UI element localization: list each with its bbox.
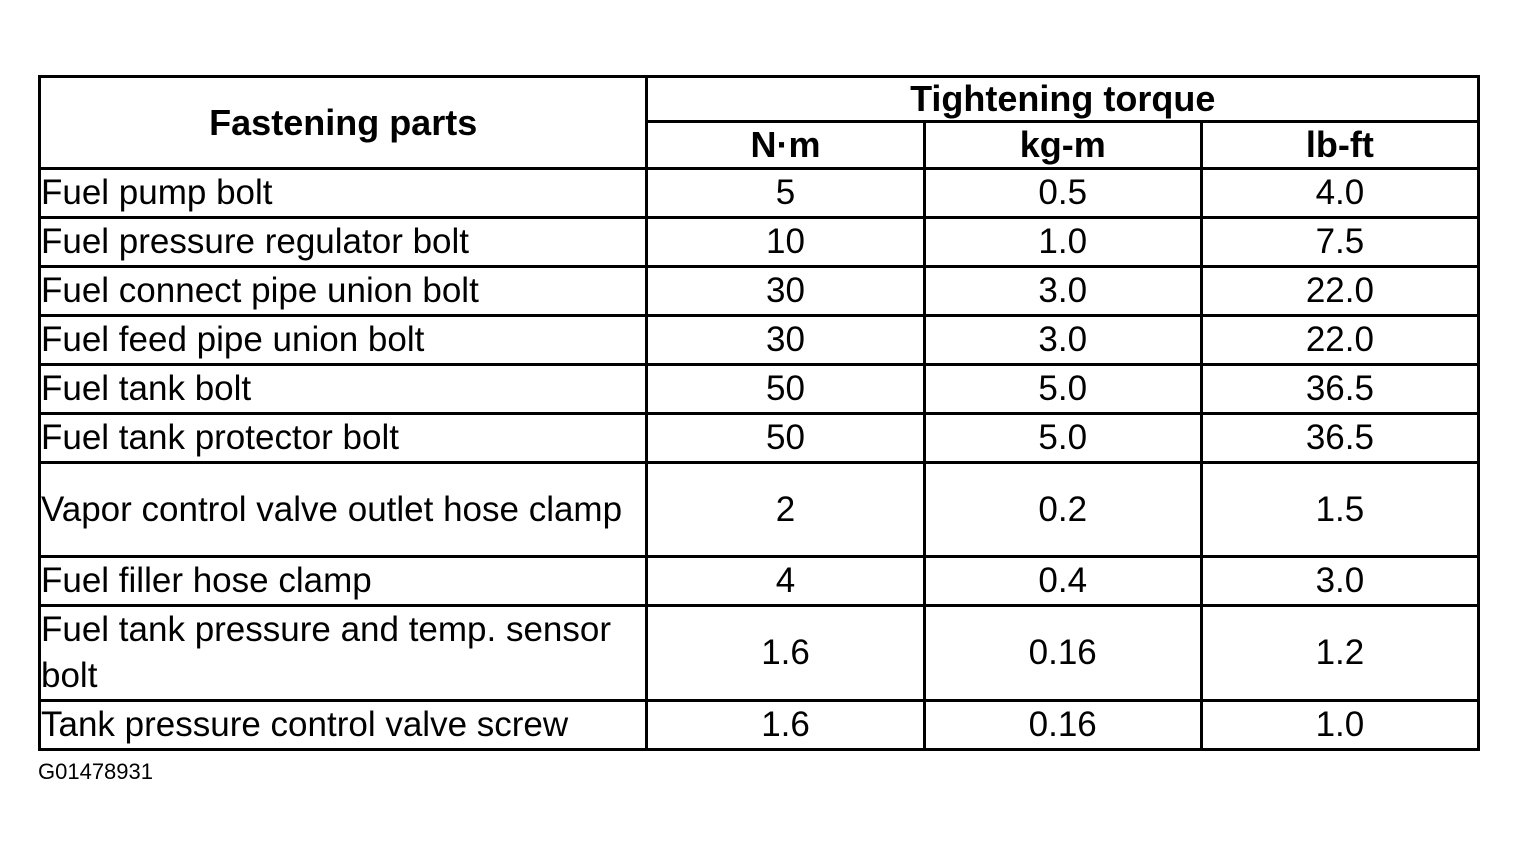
- header-unit-lbft: lb-ft: [1201, 122, 1478, 169]
- table-row: [40, 169, 1479, 218]
- table-row: [40, 267, 1479, 316]
- torque-kgm: 3.0: [924, 316, 1201, 365]
- torque-nm: 1.6: [647, 701, 924, 750]
- torque-lbft: 1.0: [1201, 701, 1478, 750]
- part-name: Fuel tank pressure and temp. sensor bolt: [40, 606, 647, 701]
- torque-kgm: 0.5: [924, 169, 1201, 218]
- table-row: [40, 701, 1479, 750]
- header-unit-kgm: kg-m: [924, 122, 1201, 169]
- torque-nm: 1.6: [647, 606, 924, 701]
- table-row: [40, 606, 1479, 701]
- part-name: Vapor control valve outlet hose clamp: [40, 463, 647, 557]
- torque-kgm: 5.0: [924, 365, 1201, 414]
- torque-kgm: 1.0: [924, 218, 1201, 267]
- torque-kgm: 0.16: [924, 606, 1201, 701]
- torque-lbft: 1.2: [1201, 606, 1478, 701]
- header-unit-nm: N·m: [647, 122, 924, 169]
- torque-kgm: 0.16: [924, 701, 1201, 750]
- torque-kgm: 5.0: [924, 414, 1201, 463]
- torque-lbft: 3.0: [1201, 557, 1478, 606]
- torque-kgm: 0.4: [924, 557, 1201, 606]
- torque-lbft: 36.5: [1201, 365, 1478, 414]
- torque-nm: 50: [647, 414, 924, 463]
- torque-lbft: 22.0: [1201, 316, 1478, 365]
- part-name: Tank pressure control valve screw: [40, 701, 647, 750]
- torque-nm: 50: [647, 365, 924, 414]
- torque-nm: 2: [647, 463, 924, 557]
- table-row: [40, 365, 1479, 414]
- torque-kgm: 0.2: [924, 463, 1201, 557]
- torque-nm: 10: [647, 218, 924, 267]
- torque-lbft: 4.0: [1201, 169, 1478, 218]
- figure-reference-code: G01478931: [38, 759, 153, 784]
- torque-kgm: 3.0: [924, 267, 1201, 316]
- torque-nm: 30: [647, 316, 924, 365]
- table-row: [40, 557, 1479, 606]
- part-name: Fuel filler hose clamp: [40, 557, 647, 606]
- torque-nm: 4: [647, 557, 924, 606]
- table-row: [40, 414, 1479, 463]
- table-row: [40, 463, 1479, 557]
- torque-nm: 30: [647, 267, 924, 316]
- part-name: Fuel pressure regulator bolt: [40, 218, 647, 267]
- torque-nm: 5: [647, 169, 924, 218]
- table-row: [40, 316, 1479, 365]
- part-name: Fuel feed pipe union bolt: [40, 316, 647, 365]
- part-name: Fuel tank protector bolt: [40, 414, 647, 463]
- torque-lbft: 22.0: [1201, 267, 1478, 316]
- part-name: Fuel connect pipe union bolt: [40, 267, 647, 316]
- torque-lbft: 7.5: [1201, 218, 1478, 267]
- part-name: Fuel tank bolt: [40, 365, 647, 414]
- torque-spec-table: [38, 75, 1480, 751]
- header-fastening-parts: Fastening parts: [40, 77, 647, 169]
- table-row: [40, 218, 1479, 267]
- torque-lbft: 1.5: [1201, 463, 1478, 557]
- torque-lbft: 36.5: [1201, 414, 1478, 463]
- header-tightening-torque: Tightening torque: [647, 77, 1479, 122]
- part-name: Fuel pump bolt: [40, 169, 647, 218]
